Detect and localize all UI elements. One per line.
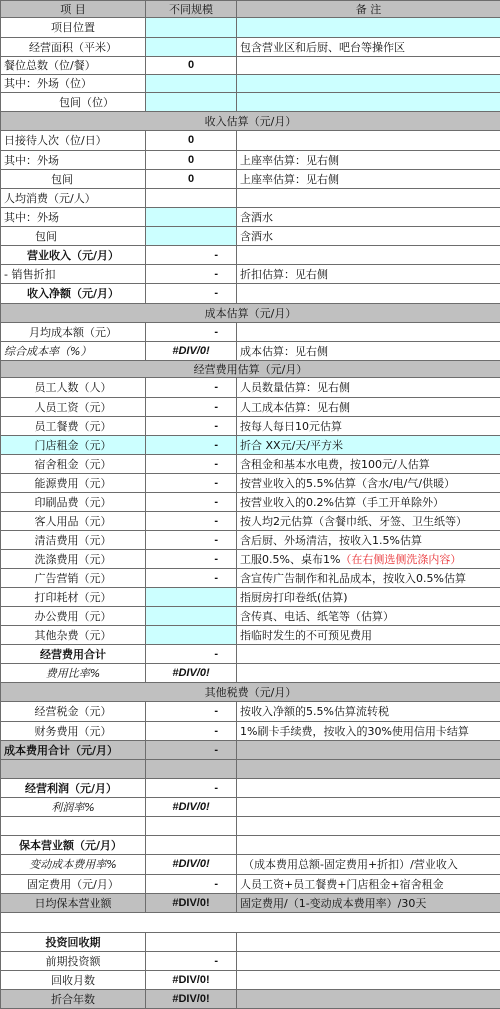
row-note[interactable] (237, 284, 500, 304)
row-note[interactable]: 上座率估算：见右侧 (237, 151, 500, 170)
section-title: 投资回收期 (1, 933, 146, 952)
row-label: 回收月数 (1, 971, 146, 990)
row-value[interactable]: #DIV/0! (146, 342, 237, 361)
row-value[interactable] (146, 93, 237, 112)
row-value[interactable]: - (146, 875, 237, 894)
row-label: 人员工资（元） (1, 398, 146, 417)
row-label: 其他杂费（元） (1, 626, 146, 645)
row-value[interactable]: #DIV/0! (146, 971, 237, 990)
section-opex-header (1, 361, 500, 378)
row-note[interactable]: 1%刷卡手续费，按收入的30%使用信用卡结算 (237, 722, 500, 741)
row-spacer (1, 760, 500, 779)
row-label: 经营税金（元） (1, 702, 146, 722)
row-label: 月均成本额（元） (1, 323, 146, 342)
row-initial-investment[interactable] (1, 952, 500, 971)
row-opex-rate[interactable] (1, 664, 500, 683)
row-value[interactable]: - (146, 569, 237, 588)
row-note[interactable] (237, 550, 500, 569)
row-fixed-cost[interactable] (1, 875, 500, 894)
row-label: 利润率% (1, 798, 146, 817)
row-staff-count[interactable] (1, 378, 500, 398)
row-label: 员工餐费（元） (1, 417, 146, 436)
row-label: 财务费用（元） (1, 722, 146, 741)
row-note (237, 779, 500, 798)
row-value[interactable]: - (146, 493, 237, 512)
row-value[interactable]: - (146, 779, 237, 798)
row-value[interactable]: - (146, 722, 237, 741)
row-spend-outer[interactable] (1, 208, 500, 227)
row-guest-supplies[interactable] (1, 512, 500, 531)
row-value[interactable]: #DIV/0! (146, 664, 237, 683)
row-guests-outer[interactable] (1, 151, 500, 170)
section-title: 经营费用估算（元/月） (1, 361, 500, 378)
section-title: 保本营业额（元/月） (1, 836, 146, 855)
row-value[interactable]: - (146, 952, 237, 971)
row-label: 其中：外场 (1, 208, 146, 227)
row-value[interactable] (146, 607, 237, 626)
row-net-revenue[interactable] (1, 284, 500, 304)
row-label: 经营面积（平米） (1, 38, 146, 57)
header-item: 项 目 (1, 1, 146, 18)
row-note[interactable]: 按人均2元估算（含餐巾纸、牙签、卫生纸等） (237, 512, 500, 531)
row-value[interactable]: - (146, 284, 237, 304)
row-note[interactable] (237, 323, 500, 342)
row-variable-cost-rate[interactable] (1, 855, 500, 875)
row-value[interactable]: #DIV/0! (146, 990, 237, 1009)
row-note[interactable]: 含宣传广告制作和礼品成本，按收入0.5%估算 (237, 569, 500, 588)
row-misc[interactable] (1, 626, 500, 645)
row-breakeven-title (1, 836, 500, 855)
section-tax-header (1, 683, 500, 702)
row-label: 包间 (1, 170, 146, 189)
row-note[interactable]: 指临时发生的不可预见费用 (237, 626, 500, 645)
row-value[interactable]: - (146, 512, 237, 531)
row-note[interactable]: 含后厨、外场清洁，按收入1.5%估算 (237, 531, 500, 550)
row-value[interactable]: - (146, 265, 237, 284)
row-cost-total[interactable] (1, 741, 500, 760)
row-note[interactable] (237, 131, 500, 151)
row-value[interactable]: - (146, 455, 237, 474)
row-note[interactable]: 折合 XX元/天/平方米 (237, 436, 500, 455)
row-value[interactable]: #DIV/0! (146, 798, 237, 817)
row-monthly-cost[interactable] (1, 323, 500, 342)
row-value[interactable]: 0 (146, 57, 237, 75)
row-note[interactable] (237, 664, 500, 683)
row-label: 客人用品（元） (1, 512, 146, 531)
row-note[interactable]: 上座率估算：见右侧 (237, 170, 500, 189)
row-note[interactable]: 成本估算：见右侧 (237, 342, 500, 361)
row-energy[interactable] (1, 474, 500, 493)
row-note[interactable]: 按营业收入的0.2%估算（手工开单除外） (237, 493, 500, 512)
row-spend-private[interactable] (1, 227, 500, 246)
row-location[interactable] (1, 18, 500, 38)
row-value[interactable] (146, 208, 237, 227)
row-note (237, 798, 500, 817)
row-value[interactable]: - (146, 323, 237, 342)
section-cost-header (1, 304, 500, 323)
row-advertising[interactable] (1, 569, 500, 588)
row-note[interactable] (237, 189, 500, 208)
row-value[interactable] (146, 227, 237, 246)
row-laundry[interactable] (1, 550, 500, 569)
row-label: 宿舍租金（元） (1, 455, 146, 474)
row-value[interactable]: #DIV/0! (146, 855, 237, 875)
row-label: 广告营销（元） (1, 569, 146, 588)
row-label: 包间（位） (1, 93, 146, 112)
row-seats-outer[interactable] (1, 75, 500, 93)
header-row (1, 1, 500, 18)
row-label: 成本费用合计（元/月） (1, 741, 146, 760)
row-value[interactable]: - (146, 645, 237, 664)
row-value[interactable] (146, 38, 237, 57)
row-gross-revenue[interactable] (1, 246, 500, 265)
row-seats-private[interactable] (1, 93, 500, 112)
row-dorm-rent[interactable] (1, 455, 500, 474)
row-value[interactable] (146, 189, 237, 208)
row-note[interactable]: 含传真、电话、纸笔等（估算） (237, 607, 500, 626)
row-note[interactable]: 按营业收入的5.5%估算（含水/电/气/供暖） (237, 474, 500, 493)
row-note[interactable]: 固定费用/（1-变动成本费用率）/30天 (237, 894, 500, 913)
row-note[interactable]: 按每人每日10元估算 (237, 417, 500, 436)
row-label: 折合年数 (1, 990, 146, 1009)
row-profit[interactable] (1, 779, 500, 798)
section-title: 收入估算（元/月） (1, 112, 500, 131)
row-note[interactable]: 含酒水 (237, 208, 500, 227)
row-business-tax[interactable] (1, 702, 500, 722)
row-label: 其中：外场 (1, 151, 146, 170)
row-print-supplies[interactable] (1, 588, 500, 607)
section-revenue-header (1, 112, 500, 131)
row-label: 变动成本费用率% (1, 855, 146, 875)
row-label: 洗涤费用（元） (1, 550, 146, 569)
row-value[interactable]: - (146, 246, 237, 265)
row-label: 经营费用合计 (1, 645, 146, 664)
header-scale: 不同规模 (146, 1, 237, 18)
row-label: 收入净额（元/月） (1, 284, 146, 304)
row-value[interactable]: 0 (146, 151, 237, 170)
row-value[interactable]: - (146, 531, 237, 550)
laundry-note-red: （在右侧选侧洗涤内容） (340, 553, 461, 566)
row-store-rent[interactable] (1, 436, 500, 455)
row-seats[interactable] (1, 57, 500, 75)
row-daily-breakeven[interactable] (1, 894, 500, 913)
row-value[interactable]: - (146, 417, 237, 436)
row-value[interactable] (146, 588, 237, 607)
row-value[interactable]: 0 (146, 131, 237, 151)
row-payback-months[interactable] (1, 971, 500, 990)
row-note[interactable] (237, 645, 500, 664)
row-label: 日接待人次（位/日） (1, 131, 146, 151)
row-label: 营业收入（元/月） (1, 246, 146, 265)
row-cost-rate[interactable] (1, 342, 500, 361)
section-title: 成本估算（元/月） (1, 304, 500, 323)
row-label: 项目位置 (1, 18, 146, 38)
row-label: 综合成本率（%） (1, 342, 146, 361)
header-note: 备 注 (237, 1, 500, 18)
row-avg-spend[interactable] (1, 189, 500, 208)
row-value[interactable]: - (146, 378, 237, 398)
row-value[interactable] (146, 18, 237, 38)
row-note[interactable]: 按收入净额的5.5%估算流转税 (237, 702, 500, 722)
row-label: 餐位总数（位/餐） (1, 57, 146, 75)
row-profit-rate[interactable] (1, 798, 500, 817)
row-discount[interactable] (1, 265, 500, 284)
row-label: 清洁费用（元） (1, 531, 146, 550)
row-value[interactable] (146, 626, 237, 645)
row-spacer (1, 817, 500, 836)
row-label: 能源费用（元） (1, 474, 146, 493)
row-label: 日均保本营业额 (1, 894, 146, 913)
row-note[interactable]: 人工成本估算：见右侧 (237, 398, 500, 417)
row-note (237, 741, 500, 760)
row-opex-total[interactable] (1, 645, 500, 664)
row-note[interactable]: 包含营业区和后厨、吧台等操作区 (237, 38, 500, 57)
section-title: 其他税费（元/月） (1, 683, 500, 702)
row-salary[interactable] (1, 398, 500, 417)
row-value[interactable] (146, 75, 237, 93)
row-value[interactable]: - (146, 436, 237, 455)
row-note[interactable]: 含酒水 (237, 227, 500, 246)
row-note[interactable]: （成本费用总额-固定费用+折扣）/营业收入 (237, 855, 500, 875)
row-label: 印刷品费（元） (1, 493, 146, 512)
row-payback-title (1, 933, 500, 952)
row-office[interactable] (1, 607, 500, 626)
row-note[interactable]: 折扣估算：见右侧 (237, 265, 500, 284)
row-note[interactable] (237, 93, 500, 112)
row-daily-guests[interactable] (1, 131, 500, 151)
row-spacer (1, 913, 500, 933)
row-label: 费用比率% (1, 664, 146, 683)
row-label: 前期投资额 (1, 952, 146, 971)
row-label: 人均消费（元/人） (1, 189, 146, 208)
row-payback-years[interactable] (1, 990, 500, 1009)
laundry-note-text: 工服0.5%、桌布1% (240, 553, 340, 566)
row-label: 员工人数（人） (1, 378, 146, 398)
row-note[interactable] (237, 246, 500, 265)
row-value[interactable]: 0 (146, 170, 237, 189)
row-label: 包间 (1, 227, 146, 246)
row-label: 门店租金（元） (1, 436, 146, 455)
row-value[interactable]: - (146, 741, 237, 760)
row-note[interactable] (237, 57, 500, 75)
row-finance-cost[interactable] (1, 722, 500, 741)
row-label: - 销售折扣 (1, 265, 146, 284)
row-label: 经营利润（元/月） (1, 779, 146, 798)
row-staff-meals[interactable] (1, 417, 500, 436)
row-guests-private[interactable] (1, 170, 500, 189)
row-value[interactable]: - (146, 398, 237, 417)
row-label: 打印耗材（元） (1, 588, 146, 607)
row-note[interactable]: 指厨房打印卷纸(估算) (237, 588, 500, 607)
row-label: 办公费用（元） (1, 607, 146, 626)
row-label: 其中：外场（位） (1, 75, 146, 93)
row-note[interactable] (237, 18, 500, 38)
row-note[interactable] (237, 75, 500, 93)
row-value[interactable]: - (146, 702, 237, 722)
row-value[interactable]: #DIV/0! (146, 894, 237, 913)
row-value[interactable]: - (146, 550, 237, 569)
row-printing[interactable] (1, 493, 500, 512)
row-note[interactable]: 含租金和基本水电费，按100元/人估算 (237, 455, 500, 474)
row-label: 固定费用（元/月） (1, 875, 146, 894)
row-note[interactable]: 人员工资+员工餐费+门店租金+宿舍租金 (237, 875, 500, 894)
row-cleaning[interactable] (1, 531, 500, 550)
row-area[interactable] (1, 38, 500, 57)
row-note[interactable]: 人员数量估算：见右侧 (237, 378, 500, 398)
row-value[interactable]: - (146, 474, 237, 493)
